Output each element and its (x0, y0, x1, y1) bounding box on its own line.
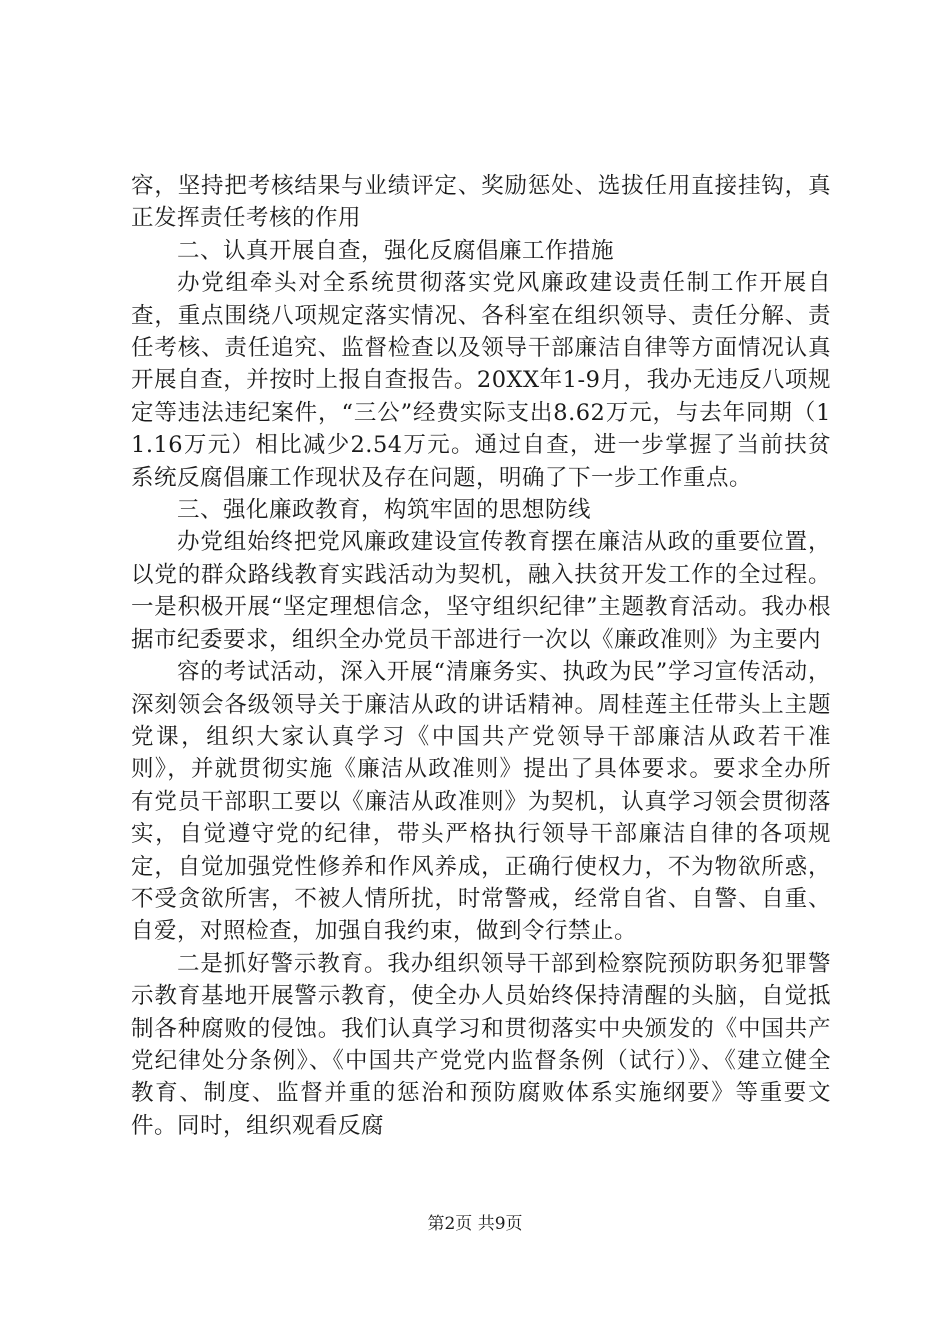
section-heading-3: 三、强化廉政教育，构筑牢固的思想防线 (177, 497, 592, 524)
page-number-footer: 第2页 共9页 (427, 1214, 523, 1234)
section-heading-2: 二、认真开展自查，强化反腐倡廉工作措施 (177, 237, 615, 264)
paragraph-self-inspection: 办党组牵头对全系统贯彻落实党风廉政建设责任制工作开展自查，重点围绕八项规定落实情况、各科室在组织领导、责任分解、责任考核、责任追究、监督检查以及领导干部廉洁自律等方面情况认真开展自查，并按时上报自查报告。20XX年1-9月，我办无违反八项规定等违法违纪案件，“三公”经费实际支出8.62万元，与去年同期（11.16万元）相比减少2.54万元。通过自查，进一步掌握了当前扶贫系统反腐倡廉工作现状及存在问题，明确了下一步工作重点。 (131, 270, 831, 491)
paragraph-exam-activity: 容的考试活动，深入开展“清廉务实、执政为民”学习宣传活动，深刻领会各级领导关于廉洁从政的讲话精神。周桂莲主任带头上主题党课，组织大家认真学习《中国共产党领导干部廉洁从政若干准则》，并就贯彻实施《廉洁从政准则》提出了具体要求。要求全办所有党员干部职工要以《廉洁从政准则》为契机，认真学习领会贯彻落实，自觉遵守党的纪律，带头严格执行领导干部廉洁自律的各项规定，自觉加强党性修养和作风养成，正确行使权力，不为物欲所惑，不受贪欲所害，不被人情所扰，时常警戒，经常自省、自警、自重、自爱，对照检查，加强自我约束，做到令行禁止。 (131, 659, 831, 945)
document-body (131, 170, 831, 1142)
paragraph-1: 容，坚持把考核结果与业绩评定、奖励惩处、选拔任用直接挂钩，真正发挥责任考核的作用 (131, 173, 831, 232)
paragraph-education: 办党组始终把党风廉政建设宣传教育摆在廉洁从政的重要位置，以党的群众路线教育实践活动为契机，融入扶贫开发工作的全过程。一是积极开展“坚定理想信念，坚守组织纪律”主题教育活动。我办根据市纪委要求，组织全办党员干部进行一次以《廉政准则》为主要内 (131, 529, 831, 653)
paragraph-warning-education: 二是抓好警示教育。我办组织领导干部到检察院预防职务犯罪警示教育基地开展警示教育，使全办人员始终保持清醒的头脑，自觉抵制各种腐败的侵蚀。我们认真学习和贯彻落实中央颁发的《中国共产党纪律处分条例》、《中国共产党党内监督条例（试行）》、《建立健全教育、制度、监督并重的惩治和预防腐败体系实施纲要》等重要文件。同时，组织观看反腐 (131, 950, 831, 1139)
